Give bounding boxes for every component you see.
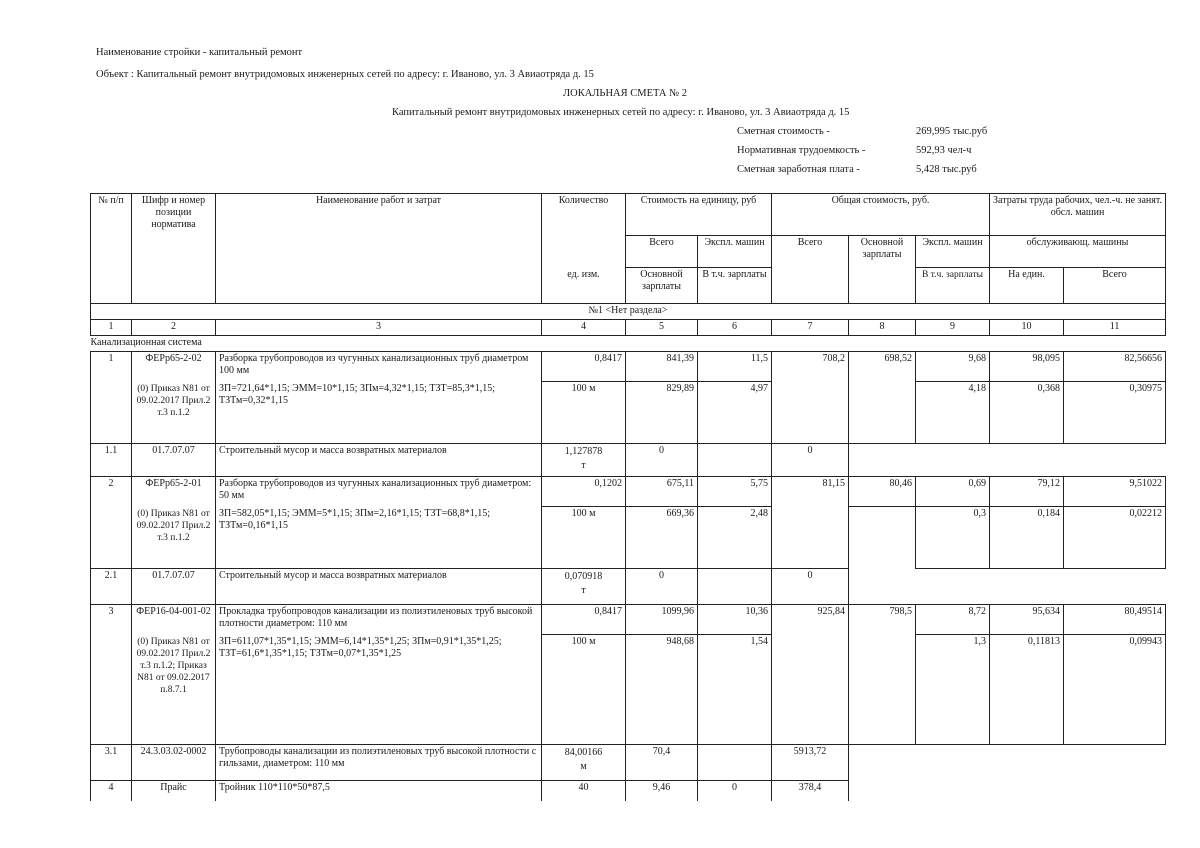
summary-labor-label: Нормативная трудоемкость -	[737, 145, 866, 156]
col-number: 8	[849, 320, 916, 336]
row-c7: 81,15	[772, 477, 849, 507]
row-c7: 925,84	[772, 605, 849, 635]
table-row	[91, 477, 1166, 507]
row-qty-unit	[542, 745, 626, 781]
table-row	[91, 569, 1166, 605]
row-c5: 0	[626, 444, 698, 477]
header-qty: Количество	[542, 194, 626, 268]
row-num: 4	[91, 781, 132, 801]
row-name: Прокладка трубопроводов канализации из полиэтиленовых труб высокой плотности диаметром: 110 мм	[216, 605, 542, 635]
row-c10: 98,095	[990, 352, 1064, 382]
header-unit-all: Всего	[626, 236, 698, 268]
row-name: Строительный мусор и масса возвратных материалов	[216, 569, 542, 605]
row-c11: 80,49514	[1064, 605, 1166, 635]
table-row	[91, 745, 1166, 781]
row-num: 1.1	[91, 444, 132, 477]
row-code: ФЕРр65-2-02	[132, 352, 216, 382]
document-title: ЛОКАЛЬНАЯ СМЕТА № 2	[563, 88, 687, 99]
row-c7: 708,2	[772, 352, 849, 382]
row-code: 01.7.07.07	[132, 569, 216, 605]
header-labor-all: Всего	[1064, 268, 1166, 304]
row-unit: т	[581, 460, 586, 471]
row-c8: 798,5	[849, 605, 916, 635]
row-d11: 0,02212	[1064, 507, 1166, 569]
row-formula: ЗП=611,07*1,35*1,15; ЭММ=6,14*1,35*1,25; ЗПм=0,91*1,35*1,25; ТЗТ=61,6*1,35*1,15; ТЗТм=0,07*1,35*1,25	[216, 635, 542, 745]
header-per-unit: На един.	[990, 268, 1064, 304]
table-row	[91, 352, 1166, 382]
col-number: 2	[132, 320, 216, 336]
row-code-ref: (0) Приказ N81 от 09.02.2017 Прил.2 т.3 п.1.2	[132, 507, 216, 569]
row-unit: 100 м	[542, 382, 626, 444]
row-qty: 84,00166	[564, 747, 603, 758]
row-c11: 9,51022	[1064, 477, 1166, 507]
row-c5: 70,4	[626, 745, 698, 781]
row-d10: 0,11813	[990, 635, 1064, 745]
row-unit: т	[581, 585, 586, 596]
col-number: 9	[916, 320, 990, 336]
row-qty: 0,070918	[564, 571, 603, 582]
table-row-detail	[91, 507, 1166, 569]
header-unit-machines: Экспл. машин	[698, 236, 772, 268]
row-name: Тройник 110*110*50*87,5	[216, 781, 542, 801]
row-c5: 0	[626, 569, 698, 605]
summary-cost-value: 269,995 тыс.руб	[916, 126, 988, 137]
row-c5: 841,39	[626, 352, 698, 382]
row-d6: 1,54	[698, 635, 772, 745]
row-c6: 10,36	[698, 605, 772, 635]
document-subtitle: Капитальный ремонт внутридомовых инженерных сетей по адресу: г. Иваново, ул. 3 Авиаотряда д. 15	[392, 107, 850, 118]
header-unit-incl-wage: В т.ч. зарплаты	[698, 268, 772, 304]
header-total-incl-wage: В т.ч. зарплаты	[916, 268, 990, 304]
row-unit: м	[580, 761, 587, 772]
row-unit: 100 м	[542, 635, 626, 745]
row-name: Разборка трубопроводов из чугунных канализационных труб диаметром 100 мм	[216, 352, 542, 382]
row-qty: 0,1202	[542, 477, 626, 507]
row-c5: 1099,96	[626, 605, 698, 635]
row-c7: 378,4	[772, 781, 849, 801]
col-number: 6	[698, 320, 772, 336]
row-c5: 9,46	[626, 781, 698, 801]
summary-wage-value: 5,428 тыс.руб	[916, 164, 977, 175]
row-d11: 0,09943	[1064, 635, 1166, 745]
row-c9: 8,72	[916, 605, 990, 635]
section-title: №1 <Нет раздела>	[91, 304, 1166, 320]
col-number: 10	[990, 320, 1064, 336]
row-num: 3.1	[91, 745, 132, 781]
row-c9: 0,69	[916, 477, 990, 507]
table-row	[91, 781, 1166, 801]
row-c6: 11,5	[698, 352, 772, 382]
row-d6: 2,48	[698, 507, 772, 569]
row-c10: 95,634	[990, 605, 1064, 635]
row-code-ref: (0) Приказ N81 от 09.02.2017 Прил.2 т.3 п.1.2	[132, 382, 216, 444]
row-num: 2.1	[91, 569, 132, 605]
row-c8: 698,52	[849, 352, 916, 382]
row-c6: 5,75	[698, 477, 772, 507]
row-qty: 40	[542, 781, 626, 801]
row-c11: 82,56656	[1064, 352, 1166, 382]
table-row-detail	[91, 382, 1166, 444]
row-qty-unit	[542, 444, 626, 477]
row-d9: 1,3	[916, 635, 990, 745]
col-number: 4	[542, 320, 626, 336]
header-unit-base-wage: Основной зарплаты	[626, 268, 698, 304]
row-d9: 4,18	[916, 382, 990, 444]
header-total-cost: Общая стоимость, руб.	[772, 194, 990, 236]
row-c7: 0	[772, 444, 849, 477]
row-code: ФЕРр65-2-01	[132, 477, 216, 507]
summary-labor-value: 592,93 чел-ч	[916, 145, 972, 156]
row-code: 01.7.07.07	[132, 444, 216, 477]
object-name: Объект : Капитальный ремонт внутридомовых инженерных сетей по адресу: г. Иваново, ул. 3 Авиаотряда д. 15	[96, 69, 594, 80]
col-number: 5	[626, 320, 698, 336]
row-name: Трубопроводы канализации из полиэтиленовых труб высокой плотности с гильзами, диаметром: 110 мм	[216, 745, 542, 781]
col-number: 11	[1064, 320, 1166, 336]
header-service-machines: обслуживающ. машины	[990, 236, 1166, 268]
row-code: 24.3.03.02-0002	[132, 745, 216, 781]
row-d9: 0,3	[916, 507, 990, 569]
summary-cost-label: Сметная стоимость -	[737, 126, 830, 137]
table-row-detail	[91, 635, 1166, 745]
row-d6: 4,97	[698, 382, 772, 444]
subsection-title: Канализационная система	[90, 337, 202, 348]
row-code-ref: (0) Приказ N81 от 09.02.2017 Прил.2 т.3 п.1.2; Приказ N81 от 09.02.2017 п.8.7.1	[132, 635, 216, 745]
header-total-machines: Экспл. машин	[916, 236, 990, 268]
row-c6: 0	[698, 781, 772, 801]
row-c7: 5913,72	[772, 745, 849, 781]
row-qty: 0,8417	[542, 352, 626, 382]
col-number: 7	[772, 320, 849, 336]
table-row	[91, 444, 1166, 477]
col-number: 3	[216, 320, 542, 336]
row-qty: 1,127878	[564, 446, 603, 457]
summary-wage-label: Сметная заработная плата -	[737, 164, 860, 175]
header-total-base-wage: Основной зарплаты	[849, 236, 916, 304]
row-code: ФЕР16-04-001-02	[132, 605, 216, 635]
row-num: 1	[91, 352, 132, 382]
row-d5: 669,36	[626, 507, 698, 569]
row-qty: 0,8417	[542, 605, 626, 635]
header-code: Шифр и номер позиции норматива	[132, 194, 216, 304]
row-d11: 0,30975	[1064, 382, 1166, 444]
header-name: Наименование работ и затрат	[216, 194, 542, 304]
table-row	[91, 605, 1166, 635]
construction-name: Наименование стройки - капитальный ремонт	[96, 47, 303, 58]
row-c10: 79,12	[990, 477, 1064, 507]
header-labor: Затраты труда рабочих, чел.-ч. не занят. обсл. машин	[990, 194, 1166, 236]
header-total-all: Всего	[772, 236, 849, 304]
row-qty-unit	[542, 569, 626, 605]
row-c8: 80,46	[849, 477, 916, 507]
row-d5: 948,68	[626, 635, 698, 745]
row-c7: 0	[772, 569, 849, 605]
col-number: 1	[91, 320, 132, 336]
row-name: Строительный мусор и масса возвратных материалов	[216, 444, 542, 477]
row-d10: 0,368	[990, 382, 1064, 444]
row-c5: 675,11	[626, 477, 698, 507]
header-num: № п/п	[91, 194, 132, 304]
row-code: Прайс	[132, 781, 216, 801]
row-name: Разборка трубопроводов из чугунных канализационных труб диаметром: 50 мм	[216, 477, 542, 507]
header-unit-measure: ед. изм.	[542, 268, 626, 304]
row-formula: ЗП=582,05*1,15; ЭММ=5*1,15; ЗПм=2,16*1,15; ТЗТ=68,8*1,15; ТЗТм=0,16*1,15	[216, 507, 542, 569]
row-c9: 9,68	[916, 352, 990, 382]
row-d5: 829,89	[626, 382, 698, 444]
estimate-table	[90, 193, 1166, 801]
row-formula: ЗП=721,64*1,15; ЭММ=10*1,15; ЗПм=4,32*1,15; ТЗТ=85,3*1,15; ТЗТм=0,32*1,15	[216, 382, 542, 444]
header-unit-cost: Стоимость на единицу, руб	[626, 194, 772, 236]
row-num: 3	[91, 605, 132, 635]
row-unit: 100 м	[542, 507, 626, 569]
row-num: 2	[91, 477, 132, 507]
row-d10: 0,184	[990, 507, 1064, 569]
